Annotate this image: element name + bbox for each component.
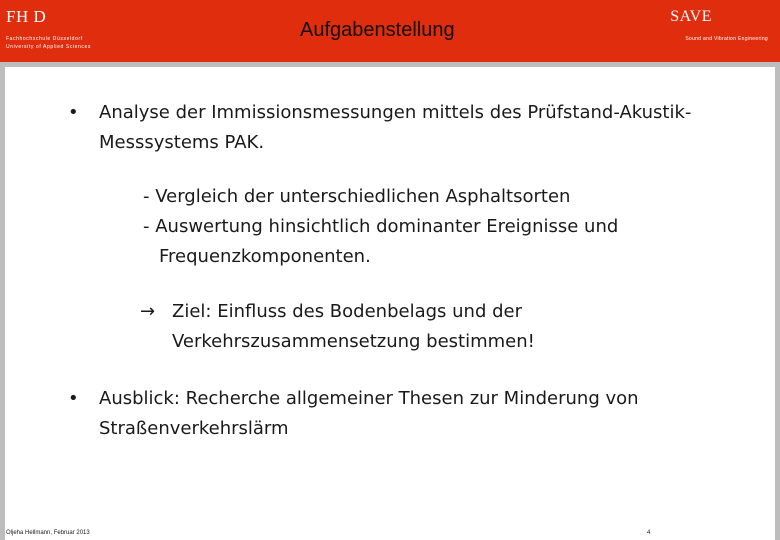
slide-title: Aufgabenstellung — [300, 19, 455, 41]
bullet2-line2: Straßenverkehrslärm — [99, 418, 289, 439]
sub-item-1: - Vergleich der unterschiedlichen Asphaltsorten — [143, 186, 571, 207]
bullet1-line1: Analyse der Immissionsmessungen mittels des Prüfstand-Akustik- — [99, 102, 692, 123]
sub-item-2-line1: - Auswertung hinsichtlich dominanter Ereignisse und — [143, 216, 619, 237]
arrow-right-icon: → — [140, 301, 156, 322]
save-logo: SAVE — [670, 8, 712, 25]
footer-author-date: Oljeha Hellmann, Februar 2013 — [6, 530, 90, 536]
fhd-subtitle-line1: Fachhochschule Düsseldorf — [6, 36, 83, 42]
bullet-icon: • — [68, 102, 79, 123]
goal-line2: Verkehrszusammensetzung bestimmen! — [172, 331, 535, 352]
bullet2-line1: Ausblick: Recherche allgemeiner Thesen zur Minderung von — [99, 388, 639, 409]
goal-line1: Ziel: Einfluss des Bodenbelags und der — [172, 301, 522, 322]
bullet-icon: • — [68, 388, 79, 409]
fhd-subtitle-line2: University of Applied Sciences — [6, 44, 91, 50]
save-subtitle: Sound and Vibration Engineering — [685, 36, 768, 42]
bullet1-line2: Messsystems PAK. — [99, 132, 265, 153]
sub-item-2-line2: Frequenzkomponenten. — [159, 246, 371, 267]
footer-page-number: 4 — [647, 530, 651, 536]
fhd-logo: FH D — [6, 7, 47, 26]
